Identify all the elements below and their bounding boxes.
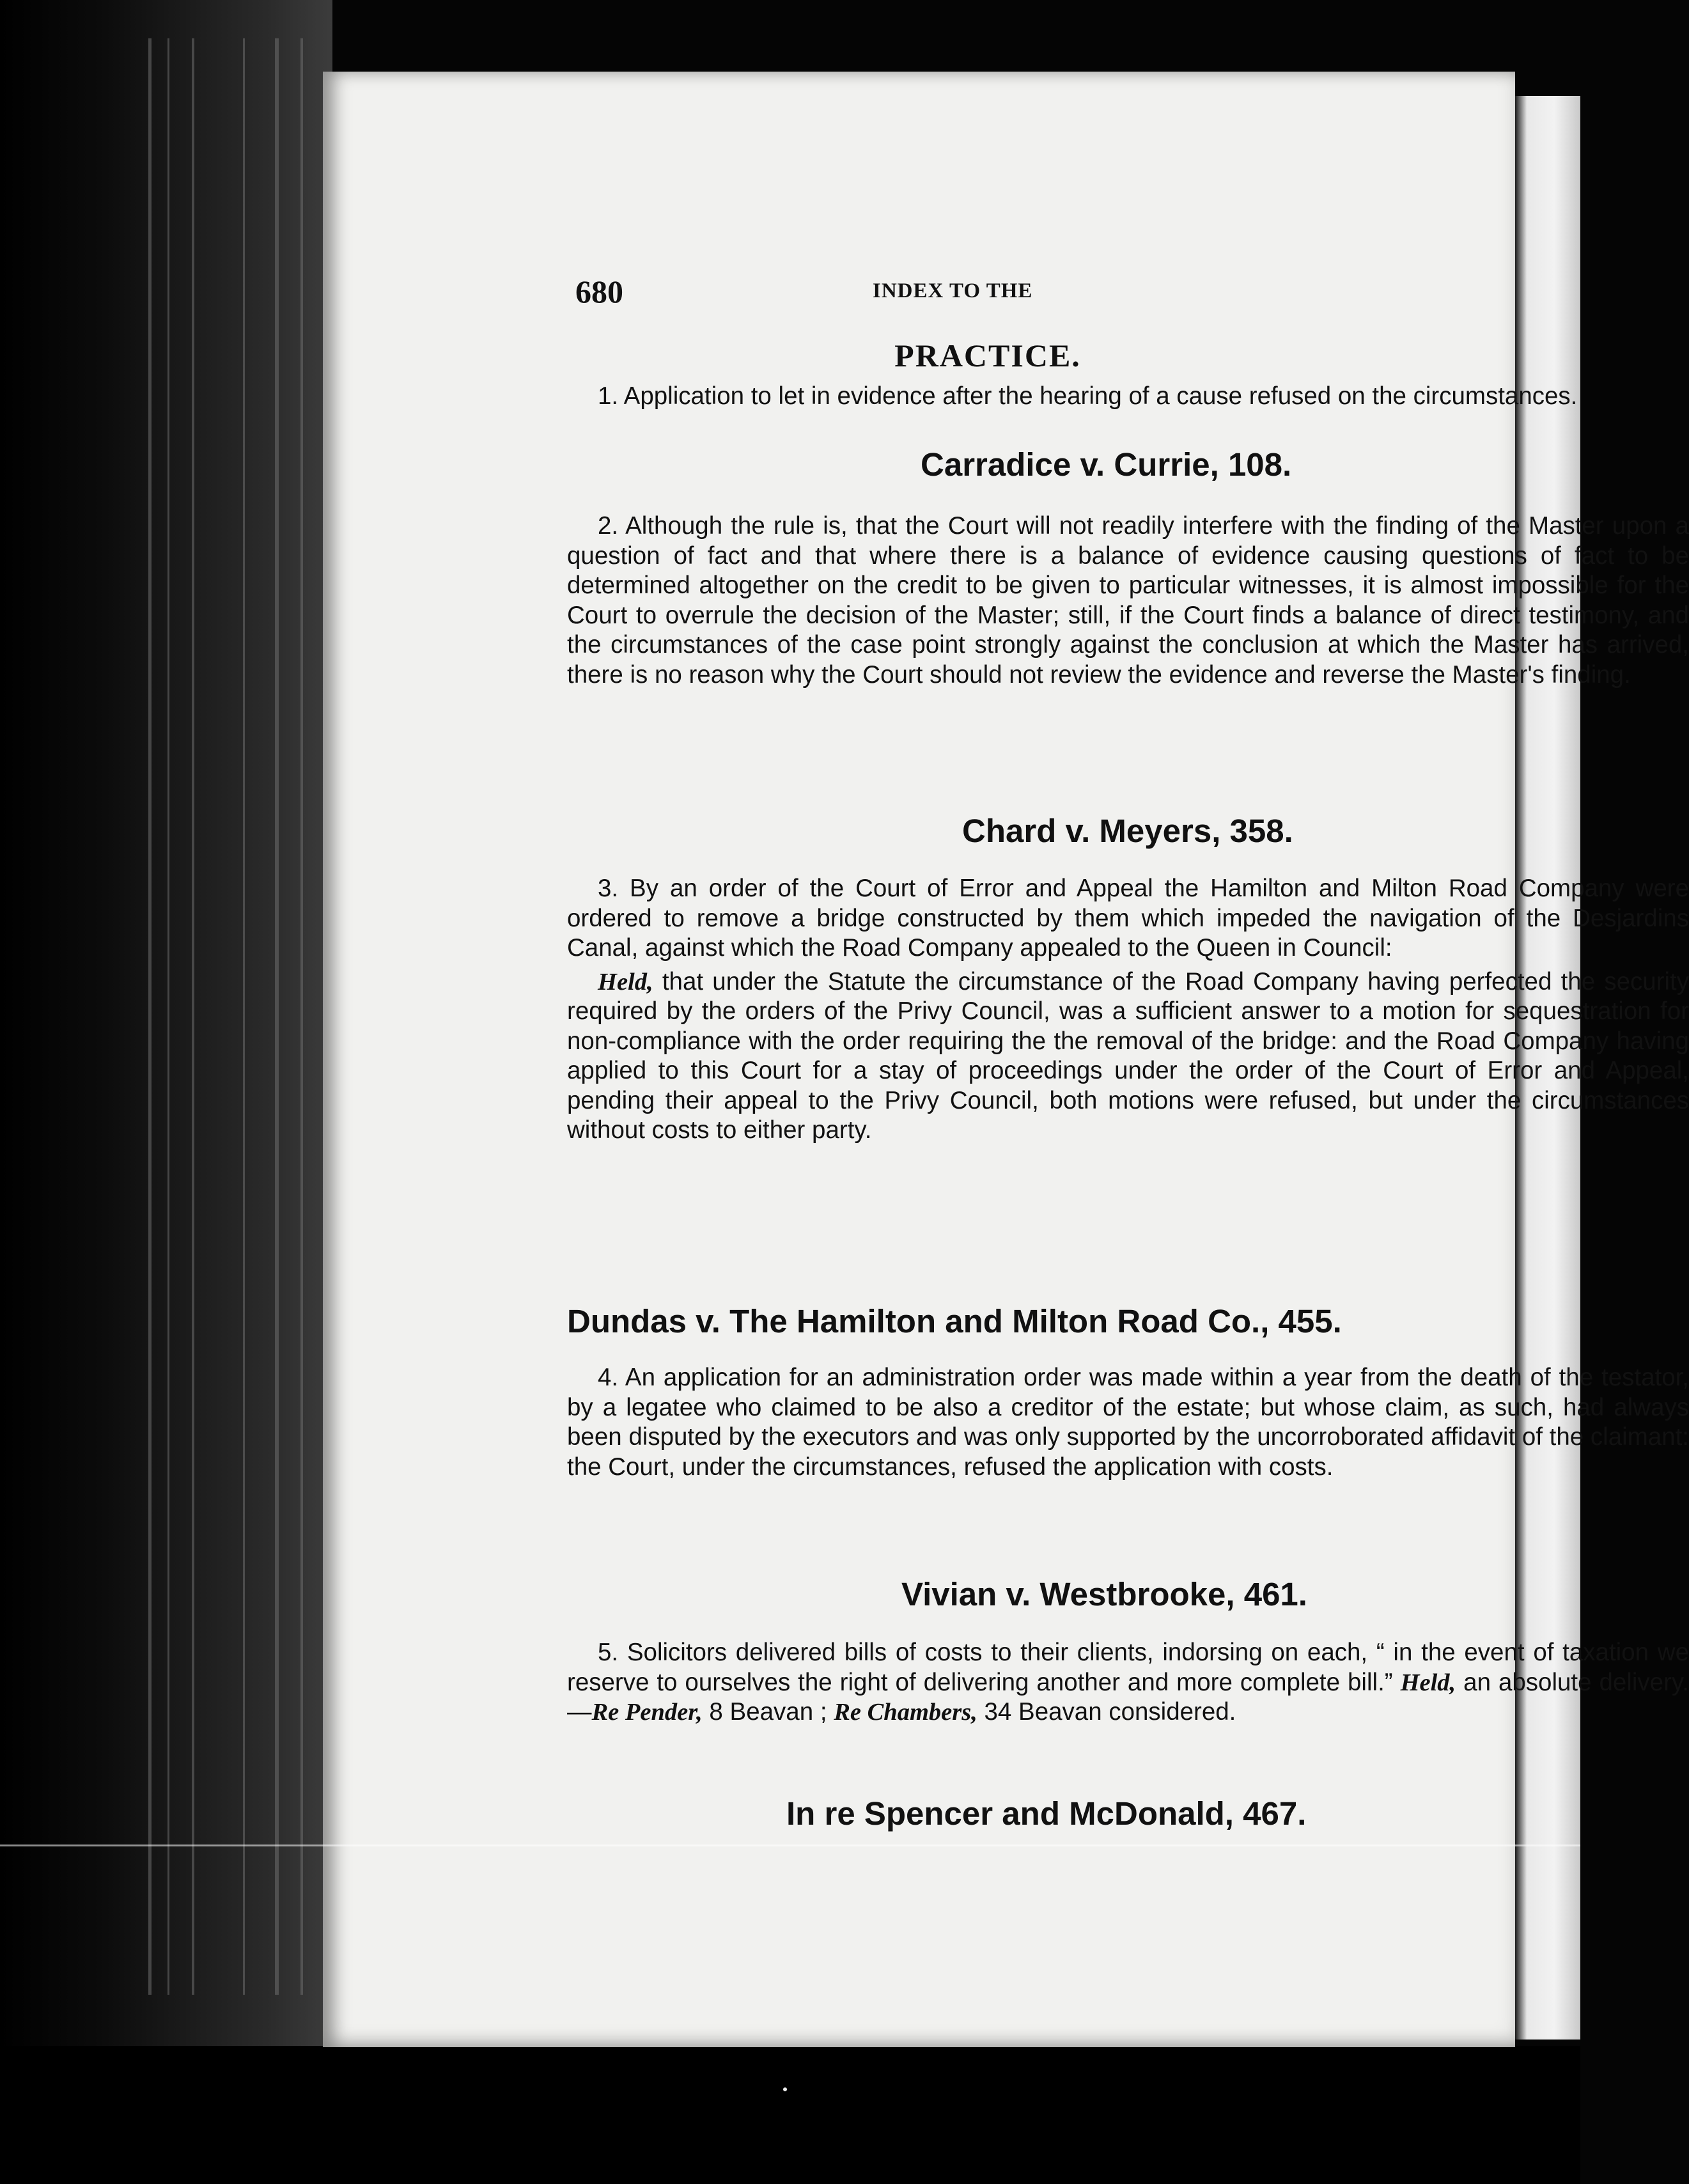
- scan-left-margin: [0, 0, 332, 2184]
- entry-text: 4. An application for an administration order was made within a year from the death of the testator, by a legatee who claimed to be also a creditor of the estate; but whose claim, as such, had always been disputed by the executors and was only supported by the uncorroborated affidavit of the claimant: the Court, under the circumstances, refused the application with costs.: [567, 1364, 1689, 1481]
- case-citation: Vivian v. Westbrooke, 461.: [901, 1576, 1307, 1612]
- entry-text-part: 5. Solicitors delivered bills of costs to their clients, indorsing on each, “ in the event of taxation we reserve to ourselves the right of delivering another and more complete bill.”: [567, 1639, 1689, 1696]
- scan-speck: [783, 2087, 787, 2091]
- held-word: Held,: [598, 968, 653, 995]
- section-title: PRACTICE.: [894, 338, 1081, 373]
- book-page: [323, 72, 1689, 2047]
- index-entry: [567, 1638, 1689, 1728]
- spine-stripe: [167, 38, 169, 1995]
- case-citation: Chard v. Meyers, 358.: [962, 813, 1293, 849]
- spine-stripe: [192, 38, 194, 1995]
- page-number: 680: [575, 274, 623, 309]
- spine-stripe: [148, 38, 152, 1995]
- scan-bottom-margin: [0, 2046, 1580, 2184]
- spine-stripe: [275, 38, 279, 1995]
- entry-text: 2. Although the rule is, that the Court will not readily interfere with the finding of the Master upon a question of fact and that where there is a balance of evidence causing questions of fact to be determined altogether on the credit to be given to particular witnesses, it is almost impossible for the Court to overrule the decision of the Master; still, if the Court finds a balance of direct testimony, and the circumstances of the case point strongly against the conclusion at which the Master has arrived, there is no reason why the Court should not review the evidence and reverse the Master's finding.: [567, 512, 1689, 689]
- index-entry: [567, 1363, 1689, 1482]
- scan-artifact-line: [0, 1845, 1580, 1846]
- index-entry: [567, 874, 1689, 1146]
- entry-text-part: 34 Beavan considered.: [977, 1698, 1236, 1726]
- entry-text: 3. By an order of the Court of Error and Appeal the Hamilton and Milton Road Company were ordered to remove a bridge constructed by them which impeded the navigation of the Desjardins Canal, against which the Road Company appealed to the Queen in Council:: [567, 875, 1689, 962]
- entry-text-part: an absolute delivery.—: [567, 1668, 1689, 1726]
- index-entry: [567, 382, 1689, 412]
- case-citation: Carradice v. Currie, 108.: [921, 446, 1292, 483]
- index-entry: [567, 511, 1689, 690]
- entry-text: [567, 1638, 1689, 1728]
- entry-text: 1. Application to let in evidence after the hearing of a cause refused on the circumstances.: [598, 382, 1578, 410]
- case-citation: In re Spencer and McDonald, 467.: [786, 1795, 1307, 1832]
- held-word: Held,: [1400, 1669, 1456, 1696]
- running-head: INDEX TO THE: [873, 279, 1033, 302]
- held-text: that under the Statute the circumstance of the Road Company having perfected the security required by the orders of the Privy Council, was a sufficient answer to a motion for sequestration for non-compliance with the order requiring the the removal of the bridge: and the Road Company having applied to this Court for a stay of proceedings under the order of the Court of Error and Appeal, pending their appeal to the Privy Council, both motions were refused, but under the circumstances without costs to either party.: [567, 967, 1689, 1144]
- cited-case: Re Chambers,: [834, 1699, 977, 1726]
- case-citation: Dundas v. The Hamilton and Milton Road Co., 455.: [567, 1303, 1342, 1339]
- entry-text-part: 8 Beavan ;: [702, 1698, 834, 1726]
- held-paragraph: [567, 967, 1689, 1146]
- cited-case: Re Pender,: [591, 1699, 703, 1726]
- spine-stripe: [243, 38, 245, 1995]
- spine-stripe: [300, 38, 303, 1995]
